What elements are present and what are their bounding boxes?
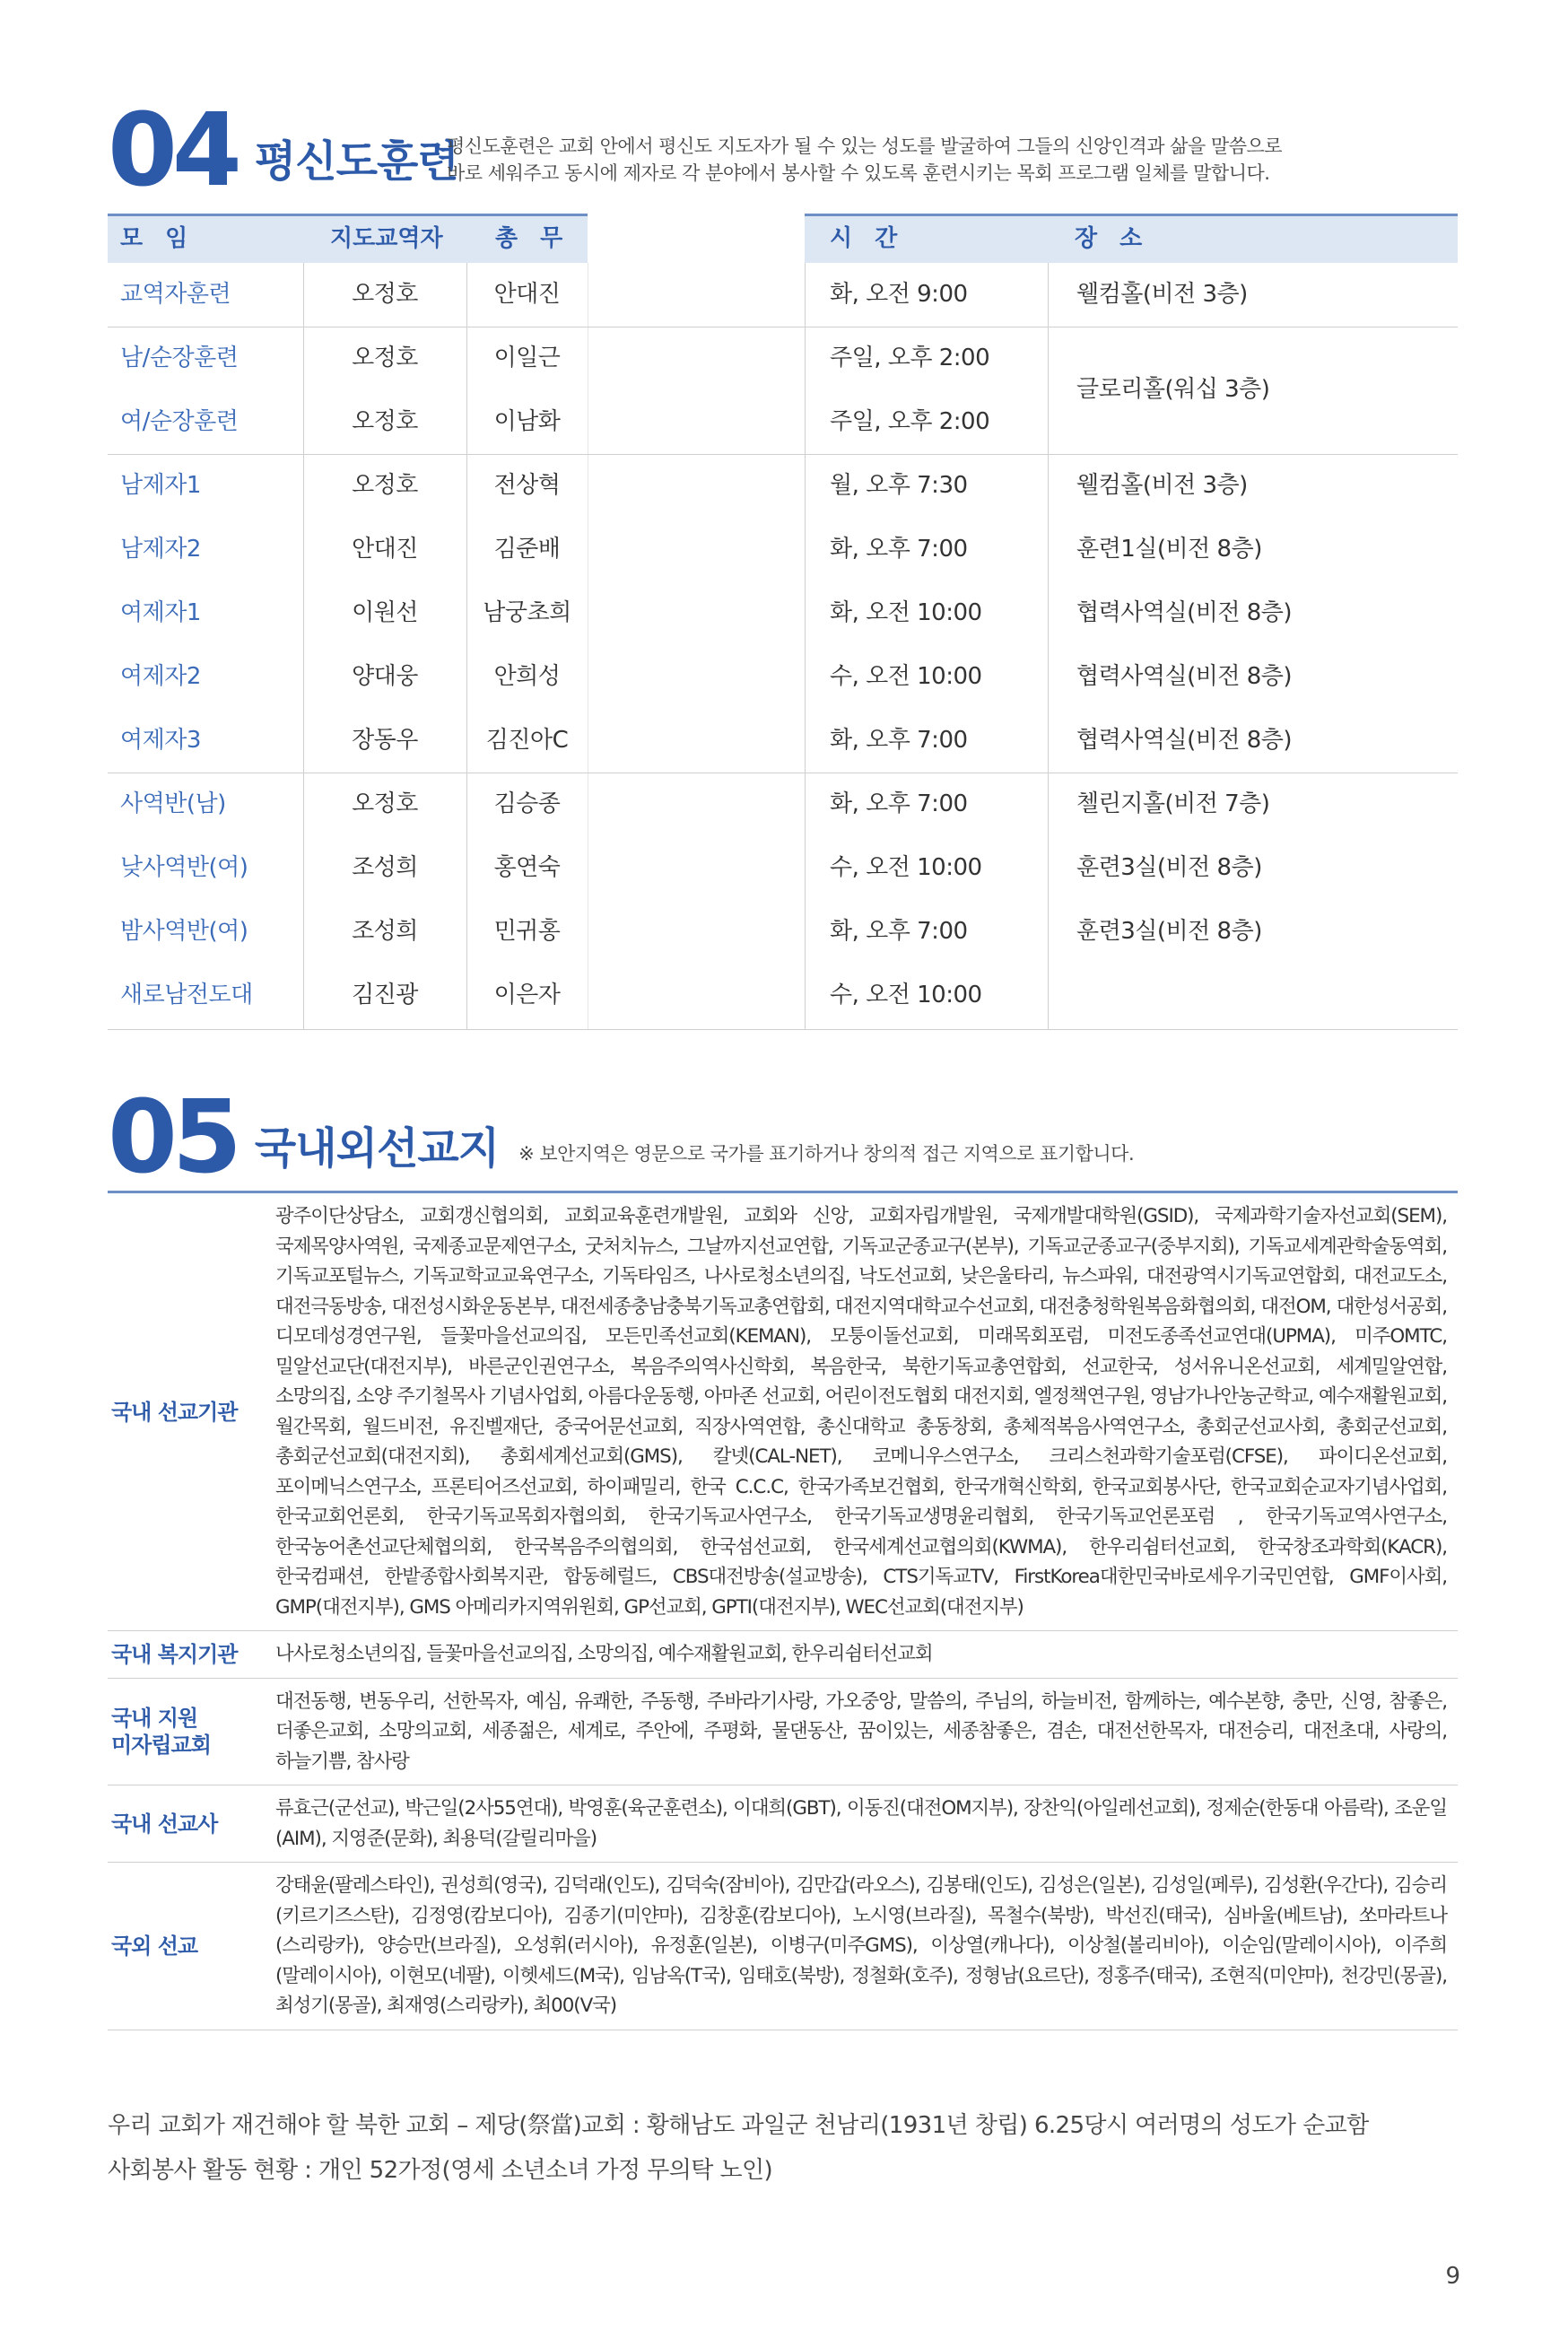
time-cell: 주일, 오후 2:00	[830, 345, 990, 371]
time-cell: 주일, 오후 2:00	[830, 408, 990, 435]
meeting-cell: 여제자2	[120, 663, 201, 690]
table-row	[108, 836, 1458, 900]
meeting-cell: 여제자1	[120, 599, 201, 626]
meeting-cell: 남제자1	[120, 472, 201, 499]
leader-cell: 오정호	[352, 408, 418, 435]
leader-cell: 오정호	[352, 345, 418, 371]
place-cell: 협력사역실(비전 8층)	[1076, 599, 1293, 626]
section-description: 평신도훈련은 교회 안에서 평신도 지도자가 될 수 있는 성도를 발굴하여 그들의 신앙인격과 삶을 말씀으로 바로 세워주고 동시에 제자로 각 분야에서 봉사할 수 있도록 훈련시키는 목회 프로그램 일체를 말합니다.	[447, 135, 1283, 184]
mission-row	[108, 1679, 1458, 1786]
header-meeting: 모 임	[120, 225, 196, 252]
section-note: ※ 보안지역은 영문으로 국가를 표기하거나 창의적 접근 지역으로 표기합니다.	[518, 1143, 1135, 1165]
section-number: 04	[108, 92, 237, 209]
meeting-cell: 여/순장훈련	[120, 408, 239, 435]
meeting-cell: 남제자2	[120, 536, 201, 563]
mission-row	[108, 1193, 1458, 1631]
header-staff: 총 무	[495, 225, 571, 252]
time-cell: 화, 오후 7:00	[830, 790, 968, 817]
staff-cell: 남궁초희	[483, 599, 571, 626]
time-cell: 수, 오전 10:00	[830, 663, 982, 690]
staff-cell: 민귀홍	[493, 918, 561, 945]
staff-cell: 전상혁	[493, 472, 561, 499]
time-cell: 수, 오전 10:00	[830, 982, 982, 1008]
table-body	[108, 263, 1458, 1030]
staff-cell: 이은자	[493, 982, 561, 1008]
meeting-cell: 낮사역반(여)	[120, 854, 248, 881]
leader-cell: 조성희	[352, 918, 418, 945]
mission-row	[108, 1863, 1458, 2030]
leader-cell: 양대웅	[352, 663, 418, 690]
mission-row-text: 류효근(군선교), 박근일(2사55연대), 박영훈(육군훈련소), 이대희(GBT), 이동진(대전OM지부), 장찬익(아일레선교회), 정제순(한동대 아름락), 조운일(AIM), 지영준(문화), 최용덕(갈릴리마을)	[275, 1797, 1447, 1850]
social-service-note: 사회봉사 활동 현황 : 개인 52가정(영세 소년소녀 가정 무의탁 노인)	[108, 2157, 773, 2184]
meeting-cell: 밤사역반(여)	[120, 918, 248, 945]
leader-cell: 오정호	[352, 472, 418, 499]
table-row	[108, 709, 1458, 773]
place-cell: 협력사역실(비전 8층)	[1076, 663, 1293, 690]
table-row	[108, 645, 1458, 709]
table-header	[108, 214, 1458, 263]
table-row	[108, 581, 1458, 645]
mission-row-label: 국내 선교사	[111, 1811, 218, 1837]
meeting-cell: 새로남전도대	[120, 982, 253, 1008]
time-cell: 화, 오후 7:00	[830, 918, 968, 945]
staff-cell: 김승종	[493, 790, 561, 817]
place-cell: 훈련3실(비전 8층)	[1076, 854, 1262, 881]
time-cell: 화, 오전 10:00	[830, 599, 982, 626]
mission-row-text: 나사로청소년의집, 들꽃마을선교의집, 소망의집, 예수재활원교회, 한우리쉼터선교회	[275, 1643, 933, 1665]
mission-row	[108, 1631, 1458, 1679]
section-title: 평신도훈련	[254, 136, 458, 187]
staff-cell: 안희성	[493, 663, 561, 690]
section-number: 05	[108, 1079, 237, 1196]
meeting-cell: 교역자훈련	[120, 281, 231, 308]
staff-cell: 이일근	[493, 345, 561, 371]
time-cell: 화, 오전 9:00	[830, 281, 968, 308]
leader-cell: 김진광	[352, 982, 418, 1008]
section-04-heading	[108, 92, 458, 209]
staff-cell: 안대진	[493, 281, 561, 308]
staff-cell: 이남화	[493, 408, 561, 435]
leader-cell: 조성희	[352, 854, 418, 881]
time-cell: 수, 오전 10:00	[830, 854, 982, 881]
time-cell: 화, 오후 7:00	[830, 536, 968, 563]
mission-row-label: 국내 선교기관	[111, 1399, 238, 1425]
staff-cell: 홍연숙	[493, 854, 561, 881]
leader-cell: 이원선	[352, 599, 418, 626]
place-cell: 훈련3실(비전 8층)	[1076, 918, 1262, 945]
table-row	[108, 964, 1458, 1027]
place-cell: 첼린지홀(비전 7층)	[1076, 790, 1270, 817]
meeting-cell: 사역반(남)	[120, 790, 226, 817]
leader-cell: 오정호	[352, 281, 418, 308]
mission-row-text: 강태윤(팔레스타인), 권성희(영국), 김덕래(인도), 김덕숙(잠비아), 김만갑(라오스), 김봉태(인도), 김성은(일본), 김성일(페루), 김성환(우간다), 김승리(키르기즈스탄), 김정영(캄보디아), 김종기(미얀마), 김창훈(캄보디아), 노시영(브라질), 목철수(북방), 박선진(태국), 심바울(베트남), 쏘마라트나(스리랑카), 양승만(브라질), 오성휘(러시아), 유정훈(일본), 이병구(미주GMS), 이상열(캐나다), 이상철(볼리비아), 이순임(말레이시아), 이주희(말레이시아), 이현모(네팔), 이헷세드(M국), 임남옥(T국), 임태호(북방), 정철화(호주), 정형남(요르단), 정홍주(태국), 조현직(미얀마), 천강민(몽골), 최성기(몽골), 최재영(스리랑카), 최00(V국)	[275, 1874, 1447, 2017]
page-number: 9	[1445, 2263, 1460, 2290]
place-cell: 훈련1실(비전 8층)	[1076, 536, 1262, 563]
mission-row	[108, 1785, 1458, 1863]
header-place: 장 소	[1075, 225, 1150, 252]
place-cell: 웰컴홀(비전 3층)	[1076, 281, 1248, 308]
mission-table	[108, 1191, 1458, 2030]
leader-cell: 안대진	[352, 536, 418, 563]
meeting-cell: 여제자3	[120, 727, 201, 754]
place-cell: 협력사역실(비전 8층)	[1076, 727, 1293, 754]
table-row	[108, 773, 1458, 836]
mission-row-text: 대전동행, 변동우리, 선한목자, 예심, 유쾌한, 주동행, 주바라기사랑, 가오중앙, 말씀의, 주님의, 하늘비전, 함께하는, 예수본향, 충만, 신영, 참좋은, 더좋은교회, 소망의교회, 세종젊은, 세계로, 주안에, 주평화, 물댄동산, 꿈이있는, 세종참좋은, 겸손, 대전선한목자, 대전승리, 대전초대, 사랑의, 하늘기쁨, 참사랑	[275, 1689, 1447, 1773]
section-05-heading	[108, 1079, 1135, 1196]
mission-row-text: 광주이단상담소, 교회갱신협의회, 교회교육훈련개발원, 교회와 신앙, 교회자립개발원, 국제개발대학원(GSID), 국제과학기술자선교회(SEM), 국제목양사역원, 국제종교문제연구소, 굿처치뉴스, 그날까지선교연합, 기독교군종교구(본부), 기독교군종교구(중부지회), 기독교세계관학술동역회, 기독교포털뉴스, 기독교학교교육연구소, 기독타임즈, 나사로청소년의집, 낙도선교회, 낮은울타리, 뉴스파워, 대전광역시기독교연합회, 대전교도소, 대전극동방송, 대전성시화운동본부, 대전세종충남충북기독교총연합회, 대전지역대학교수선교회, 대전충청학원복음화협의회, 대전OM, 대한성서공회, 디모데성경연구원, 들꽃마을선교의집, 모든민족선교회(KEMAN), 모퉁이돌선교회, 미래목회포럼, 미전도종족선교연대(UPMA), 미주OMTC, 밀알선교단(대전지부), 바른군인권연구소, 복음주의역사신학회, 복음한국, 북한기독교총연합회, 선교한국, 성서유니온선교회, 세계밀알연합, 소망의집, 소양 주기철목사 기념사업회, 아름다운동행, 아마존 선교회, 어린이전도협회 대전지회, 엘정책연구원, 영남가나안농군학교, 예수재활원교회, 월간목회, 월드비전, 유진벨재단, 중국어문선교회, 직장사역연합, 총신대학교 총동창회, 총체적복음사역연구소, 총회군선교사회, 총회군선교회, 총회군선교회(대전지회), 총회세계선교회(GMS), 칼넷(CAL-NET), 코메니우스연구소, 크리스천과학기술포럼(CFSE), 파이디온선교회, 포이메닉스연구소, 프론티어즈선교회, 하이패밀리, 한국 C.C.C, 한국가족보건협회, 한국개혁신학회, 한국교회봉사단, 한국교회순교자기념사업회, 한국교회언론회, 한국기독교목회자협의회, 한국기독교사연구소, 한국기독교생명윤리협회, 한국기독교언론포럼 , 한국기독교역사연구소, 한국농어촌선교단체협의회, 한국복음주의협의회, 한국섬선교회, 한국세계선교협의회(KWMA), 한우리쉼터선교회, 한국창조과학회(KACR), 한국컴패션, 한밭종합사회복지관, 합동헤럴드, CBS대전방송(설교방송), CTS기독교TV, FirstKorea대한민국바로세우기국민연합, GMF이사회, GMP(대전지부), GMS 아메리카지역위원회, GP선교회, GPTI(대전지부), WEC선교회(대전지부)	[275, 1205, 1447, 1619]
section-title: 국내외선교지	[254, 1123, 500, 1174]
staff-cell: 김진아C	[485, 727, 569, 754]
time-cell: 월, 오후 7:30	[830, 472, 968, 499]
leader-cell: 장동우	[352, 727, 418, 754]
header-time: 시 간	[830, 225, 905, 252]
table-row	[108, 454, 1458, 518]
header-leader: 지도교역자	[330, 225, 443, 252]
table-row	[108, 263, 1458, 327]
place-cell-merged: 글로리홀(워십 3층)	[1076, 376, 1270, 403]
meeting-cell: 남/순장훈련	[120, 345, 239, 371]
table-row	[108, 390, 1458, 454]
leader-cell: 오정호	[352, 790, 418, 817]
mission-row-label: 국내 지원 미자립교회	[111, 1705, 211, 1758]
table-row	[108, 327, 1458, 390]
training-table	[108, 214, 1458, 1030]
time-cell: 화, 오후 7:00	[830, 727, 968, 754]
table-row	[108, 518, 1458, 581]
north-korea-church-note: 우리 교회가 재건해야 할 북한 교회 – 제당(祭當)교회 : 황해남도 과일군 천남리(1931년 창립) 6.25당시 여러명의 성도가 순교함	[108, 2112, 1369, 2139]
place-cell: 웰컴홀(비전 3층)	[1076, 472, 1248, 499]
staff-cell: 김준배	[493, 536, 561, 563]
mission-row-label: 국내 복지기관	[111, 1641, 238, 1667]
table-row	[108, 900, 1458, 964]
mission-row-label: 국외 선교	[111, 1933, 198, 1959]
